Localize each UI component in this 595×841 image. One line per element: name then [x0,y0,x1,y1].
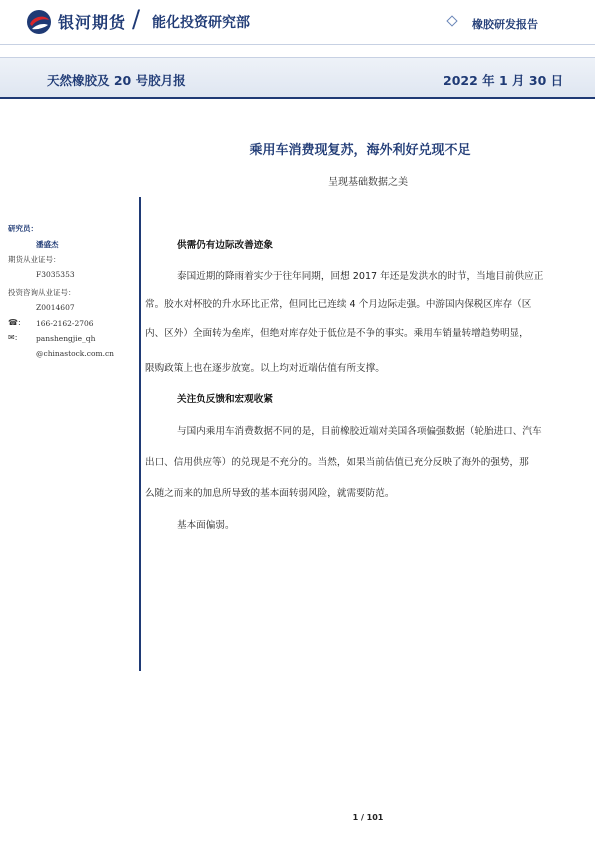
page-header [0,0,595,44]
futures-cert-label: 期货从业证号： [8,255,61,264]
researcher-label: 研究员： [8,224,38,233]
galaxy-logo-icon [26,9,52,35]
paragraph-line: 泰国近期的降雨着实少于往年同期，回想 2017 年还是发洪水的时节，当地目前供应正 [177,271,544,282]
department-name: 能化投资研究部 [152,15,250,31]
report-title: 天然橡胶及 20 号胶月报 [47,73,186,88]
paragraph-line: 常。胶水对杯胶的升水环比正常，但同比已连续 4 个月边际走强。中游国内保税区库存（区 [145,299,532,310]
section-heading: 关注负反馈和宏观收紧 [177,394,273,405]
sidebar-divider [139,197,141,671]
report-date: 2022 年 1 月 30 日 [443,73,564,88]
phone-icon: ☎: [8,318,21,327]
email-line-1: panshengjie_qh [36,334,96,343]
mail-icon: ✉: [8,333,18,342]
phone-number: 166-2162-2706 [36,319,94,328]
article-title: 乘用车消费现复苏，海外利好兑现不足 [249,143,471,158]
article-subtitle: 呈现基础数据之美 [328,177,408,188]
futures-cert-value: F3035353 [36,270,75,279]
header-rule [0,44,595,45]
diamond-icon [446,15,457,26]
report-band [0,57,595,99]
section-heading: 供需仍有边际改善迹象 [177,240,273,251]
closing-line: 基本面偏弱。 [177,520,235,531]
advisory-cert-value: Z0014607 [36,303,75,312]
page-number: 1 / 101 [352,813,384,822]
advisory-cert-label: 投资咨询从业证号： [8,288,76,297]
paragraph-line: 么随之而来的加息所导致的基本面转弱风险，就需要防范。 [145,488,395,499]
paragraph-line: 限购政策上也在逐步放宽。以上均对近端估值有所支撑。 [145,363,385,374]
researcher-name: 潘盛杰 [36,240,59,249]
email-line-2: @chinastock.com.cn [36,349,114,358]
paragraph-line: 出口、信用供应等）的兑现是不充分的。当然，如果当前估值已充分反映了海外的强势，那 [145,457,529,468]
report-type: 橡胶研发报告 [472,18,538,31]
brand-name: 银河期货 [58,13,127,32]
paragraph-line: 与国内乘用车消费数据不同的是，目前橡胶近端对美国各项偏强数据（轮胎进口、汽车 [177,426,542,437]
paragraph-line: 内、区外）全面转为垒库，但绝对库存处于低位是不争的事实。乘用车销量转增趋势明显， [145,328,529,339]
header-divider: / [132,5,141,33]
